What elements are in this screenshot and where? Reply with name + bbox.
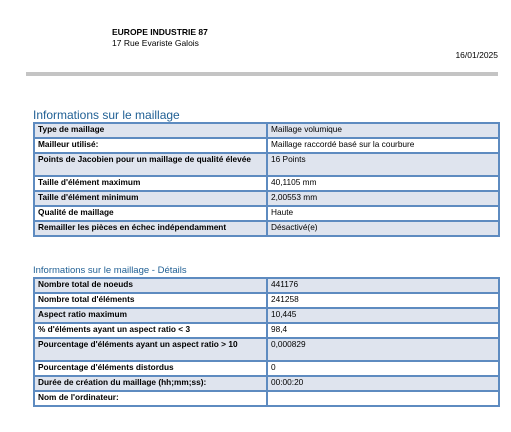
row-value: Maillage raccordé basé sur la courbure	[267, 138, 499, 153]
row-label: Qualité de maillage	[34, 206, 267, 221]
row-value: 98,4	[267, 323, 499, 338]
row-value: Maillage volumique	[267, 123, 499, 138]
row-label: Aspect ratio maximum	[34, 308, 267, 323]
company-block	[112, 27, 208, 49]
row-label: Type de maillage	[34, 123, 267, 138]
table-row	[34, 376, 499, 391]
row-value: 2,00553 mm	[267, 191, 499, 206]
company-name: EUROPE INDUSTRIE 87	[112, 27, 208, 37]
row-value: 40,1105 mm	[267, 176, 499, 191]
row-label: Pourcentage d'éléments distordus	[34, 361, 267, 376]
row-value: 441176	[267, 278, 499, 293]
table-row	[34, 153, 499, 176]
row-label: Taille d'élément minimum	[34, 191, 267, 206]
row-label: Pourcentage d'éléments ayant un aspect ratio > 10	[34, 338, 267, 361]
row-value: 10,445	[267, 308, 499, 323]
company-address: 17 Rue Evariste Galois	[112, 38, 199, 48]
row-label: Nom de l'ordinateur:	[34, 391, 267, 406]
table-row	[34, 293, 499, 308]
mesh-details-title: Informations sur le maillage - Détails	[33, 265, 187, 276]
row-label: Nombre total d'éléments	[34, 293, 267, 308]
table-row	[34, 278, 499, 293]
table-row	[34, 123, 499, 138]
row-value: Haute	[267, 206, 499, 221]
table-row	[34, 206, 499, 221]
row-value: Désactivé(e)	[267, 221, 499, 236]
report-date: 16/01/2025	[455, 50, 498, 60]
table-row	[34, 361, 499, 376]
row-label: Mailleur utilisé:	[34, 138, 267, 153]
row-label: % d'éléments ayant un aspect ratio < 3	[34, 323, 267, 338]
table-row	[34, 323, 499, 338]
table-row	[34, 191, 499, 206]
row-label: Taille d'élément maximum	[34, 176, 267, 191]
row-value: 16 Points	[267, 153, 499, 176]
row-label: Points de Jacobien pour un maillage de qualité élevée	[34, 153, 267, 176]
table-row	[34, 338, 499, 361]
header-separator	[26, 72, 498, 76]
table-row	[34, 176, 499, 191]
mesh-info-table	[33, 122, 500, 237]
row-value: 0	[267, 361, 499, 376]
table-row	[34, 391, 499, 406]
table-row	[34, 308, 499, 323]
row-value: 00:00:20	[267, 376, 499, 391]
table-row	[34, 138, 499, 153]
row-value: 241258	[267, 293, 499, 308]
row-value	[267, 391, 499, 406]
table-row	[34, 221, 499, 236]
row-value: 0,000829	[267, 338, 499, 361]
mesh-details-table	[33, 277, 500, 407]
row-label: Remailler les pièces en échec indépendamment	[34, 221, 267, 236]
mesh-info-title: Informations sur le maillage	[33, 108, 180, 122]
row-label: Durée de création du maillage (hh;mm;ss):	[34, 376, 267, 391]
row-label: Nombre total de noeuds	[34, 278, 267, 293]
